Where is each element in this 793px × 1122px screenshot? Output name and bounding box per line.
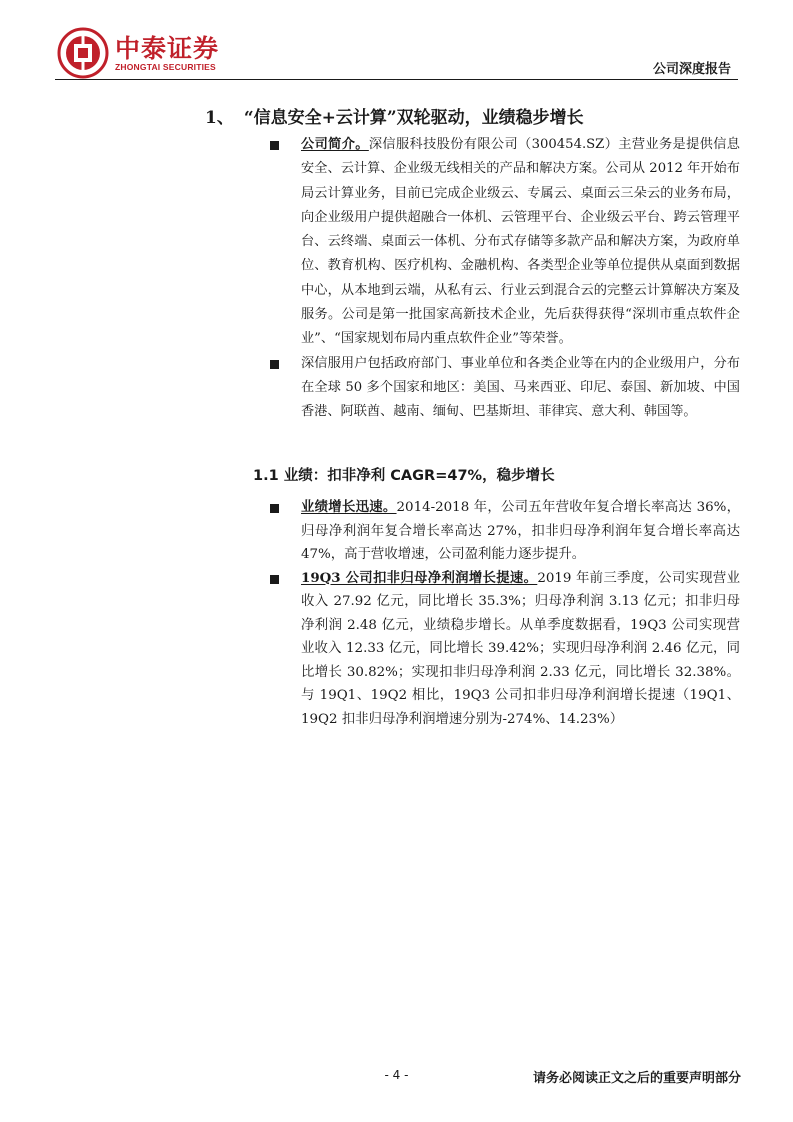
report-type-label: 公司深度报告: [652, 62, 731, 77]
performance-bullet-list: [270, 496, 740, 731]
page-header: [0, 0, 793, 90]
list-item: [270, 352, 740, 425]
paragraph-text: 深信服科技股份有限公司（300454.SZ）主营业务是提供信息安全、云计算、企业级无线相关的产品和解决方案。公司从 2012 年开始布局云计算业务，目前已完成企业级云、专属云、桌面云三朵云的业务布局，向企业级用户提供超融合一体机、云管理平台、企业级云平台、跨云管理平台、云终端、桌面云一体机、分布式存储等多款产品和解决方案，为政府单位、教育机构、医疗机构、金融机构、各类型企业等单位提供从桌面到数据中心，从本地到云端，从私有云、行业云到混合云的完整云计算解决方案及服务。公司是第一批国家高新技术企业，先后获得获得“深圳市重点软件企业”、“国家规划布局内重点软件企业”等荣誉。: [301, 137, 740, 347]
paragraph-lead: 19Q3 公司扣非归母净利润增长提速。: [301, 569, 538, 586]
section-heading: [205, 103, 584, 128]
logo-chinese-name: 中泰证券: [115, 34, 220, 63]
paragraph-text: 深信服用户包括政府部门、事业单位和各类企业等在内的企业级用户，分布在全球 50 多个国家和地区：美国、马来西亚、印尼、泰国、新加坡、中国香港、阿联酋、越南、缅甸、巴基斯坦、菲律宾、意大利、韩国等。: [301, 355, 740, 420]
list-item: [270, 133, 740, 352]
subsection-heading: 1.1 业绩：扣非净利 CAGR=47%，稳步增长: [253, 468, 555, 484]
section-number: 1、: [205, 108, 234, 128]
header-divider: [55, 79, 738, 80]
paragraph: [301, 496, 740, 567]
square-bullet-icon: [270, 504, 279, 513]
paragraph: [301, 133, 740, 352]
list-item: [270, 496, 740, 567]
page-number: - 4 -: [384, 1068, 409, 1082]
company-logo: [57, 27, 247, 81]
square-bullet-icon: [270, 575, 279, 584]
list-item: [270, 567, 740, 732]
paragraph-lead: 公司简介。: [301, 137, 369, 152]
paragraph: [301, 567, 740, 732]
zhongtai-logo-icon: [57, 27, 109, 79]
paragraph-text: 2014-2018 年，公司五年营收年复合增长率高达 36%，归母净利润年复合增长率高达 27%，扣非归母净利润年复合增长率高达 47%，高于营收增速，公司盈利能力逐步提升。: [301, 500, 740, 562]
logo-english-name: ZHONGTAI SECURITIES: [115, 62, 216, 72]
paragraph-text: 2019 年前三季度，公司实现营业收入 27.92 亿元，同比增长 35.3%；归母净利润 3.13 亿元；扣非归母净利润 2.48 亿元，业绩稳步增长。从单季度数据看，19Q3 公司实现营业收入 12.33 亿元，同比增长 39.42%；实现归母净利润 2.46 亿元，同比增长 30.82%；实现扣非归母净利润 2.33 亿元，同比增长 32.38%。与 19Q1、19Q2 相比，19Q3 公司扣非归母净利润增长提速（19Q1、19Q2 扣非归母净利润增速分别为-274%、14.23%）: [301, 570, 740, 727]
section-title-text: “信息安全+云计算”双轮驱动，业绩稳步增长: [243, 108, 584, 128]
square-bullet-icon: [270, 360, 279, 369]
disclaimer-note: 请务必阅读正文之后的重要声明部分: [532, 1071, 741, 1086]
paragraph-lead: 业绩增长迅速。: [301, 499, 397, 515]
intro-bullet-list: [270, 133, 740, 425]
paragraph: [301, 352, 740, 425]
square-bullet-icon: [270, 141, 279, 150]
